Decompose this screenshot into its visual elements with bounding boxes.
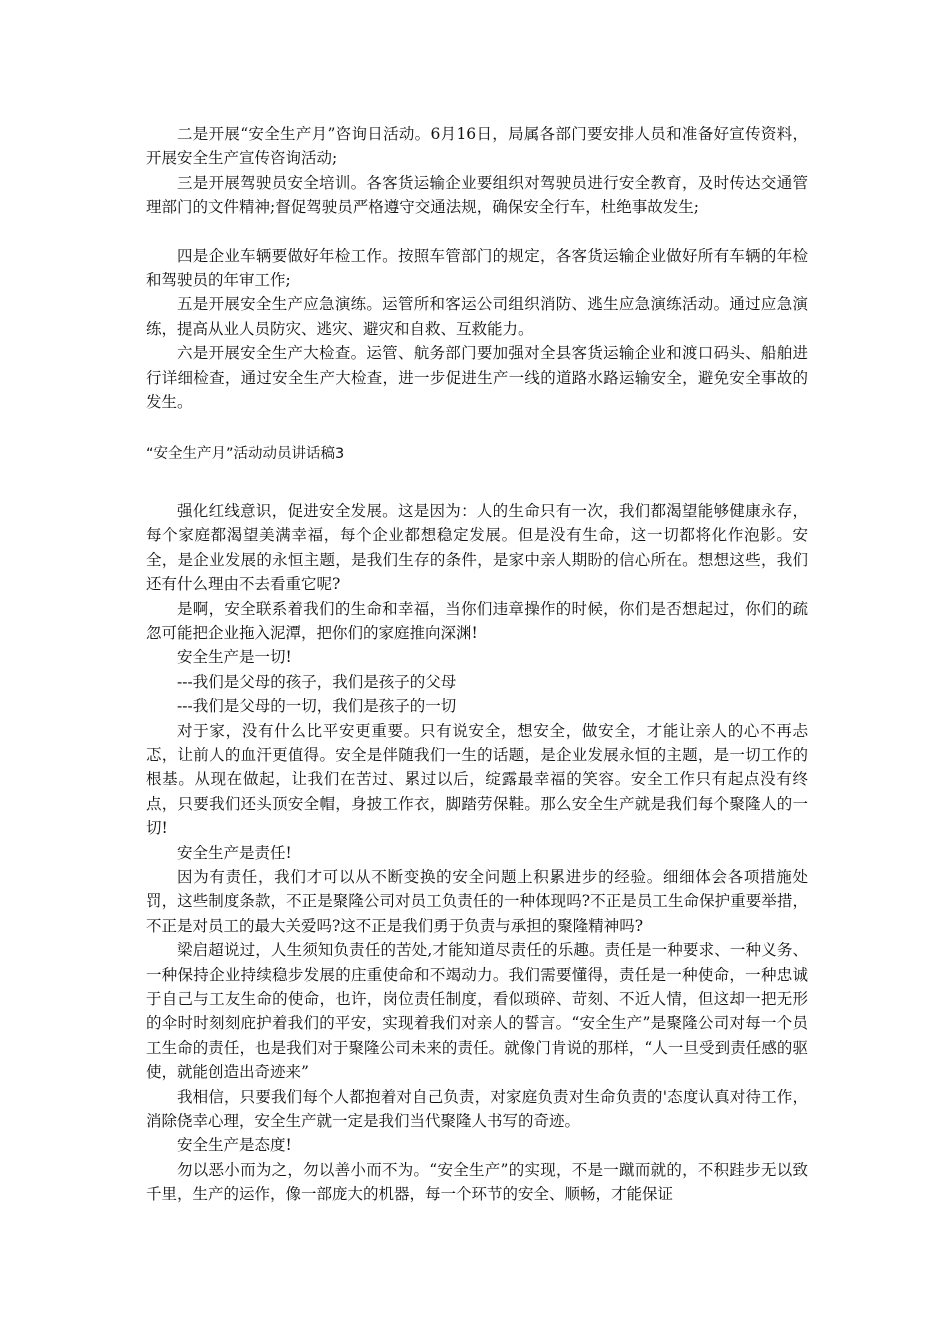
subheading-everything: 安全生产是一切!: [177, 648, 292, 667]
paragraph-item-6: 六是开展安全生产大检查。运管、航务部门要加强对全县客货运输企业和渡口码头、船舶进行详细检查，通过安全生产大检查，进一步促进生产一线的道路水路运输安全，避免安全事故的发生。: [146, 344, 808, 412]
subheading-attitude: 安全生产是态度!: [177, 1136, 292, 1155]
section-b: [146, 499, 808, 1207]
paragraph-item-4: 四是企业车辆要做好年检工作。按照车管部门的规定，各客货运输企业做好所有车辆的年检和驾驶员的年审工作;: [146, 246, 808, 290]
paragraph-item-2: 二是开展“安全生产月”咨询日活动。6月16日，局属各部门要安排人员和准备好宣传资料，开展安全生产宣传咨询活动;: [146, 125, 808, 168]
quote-line: ---我们是父母的孩子，我们是孩子的父母: [177, 672, 457, 691]
section-a: [146, 122, 808, 414]
paragraph-item-3: 三是开展驾驶员安全培训。各客货运输企业要组织对驾驶员进行安全教育，及时传达交通管理部门的文件精神;督促驾驶员严格遵守交通法规，确保安全行车，杜绝事故发生;: [146, 173, 808, 217]
subheading-responsibility: 安全生产是责任!: [177, 843, 292, 862]
paragraph-intro: 强化红线意识，促进安全发展。这是因为：人的生命只有一次，我们都渴望能够健康永存，每个家庭都渴望美满幸福，每个企业都想稳定发展。但是没有生命，这一切都将化作泡影。安全，是企业发展的永恒主题，是我们生存的条件，是家中亲人期盼的信心所在。想想这些，我们还有什么理由不去看重它呢?: [146, 501, 808, 594]
paragraph: 是啊，安全联系着我们的生命和幸福，当你们违章操作的时候，你们是否想起过，你们的疏忽可能把企业拖入泥潭，把你们的家庭推向深渊!: [146, 599, 808, 642]
paragraph: 勿以恶小而为之，勿以善小而不为。“安全生产”的实现，不是一蹴而就的，不积跬步无以致千里，生产的运作，像一部庞大的机器，每一个环节的安全、顺畅，才能保证: [146, 1160, 808, 1204]
document-page: [146, 122, 808, 1207]
section-heading: “安全生产月”活动动员讲话稿3: [146, 446, 345, 463]
paragraph-item-5: 五是开展安全生产应急演练。运管所和客运公司组织消防、逃生应急演练活动。通过应急演练，提高从业人员防灾、逃灾、避灾和自救、互救能力。: [146, 295, 808, 338]
paragraph: 对于家，没有什么比平安更重要。只有说安全，想安全，做安全，才能让亲人的心不再忐忑，让前人的血汗更值得。安全是伴随我们一生的话题，是企业发展永恒的主题，是一切工作的根基。从现在做起，让我们在苦过、累过以后，绽露最幸福的笑容。安全工作只有起点没有终点，只要我们还头顶安全帽，身披工作衣，脚踏劳保鞋。那么安全生产就是我们每个聚隆人的一切!: [146, 721, 808, 838]
paragraph: 因为有责任，我们才可以从不断变换的安全问题上积累进步的经验。细细体会各项措施处罚，这些制度条款，不正是聚隆公司对员工负责任的一种体现吗?不正是员工生命保护重要举措，不正是对员工的最大关爱吗?这不正是我们勇于负责与承担的聚隆精神吗?: [146, 867, 808, 935]
paragraph: 我相信，只要我们每个人都抱着对自己负责，对家庭负责对生命负责的'态度认真对待工作，消除侥幸心理，安全生产就一定是我们当代聚隆人书写的奇迹。: [146, 1087, 808, 1131]
quote-line: ---我们是父母的一切，我们是孩子的一切: [177, 697, 457, 716]
paragraph: 梁启超说过，人生须知负责任的苦处,才能知道尽责任的乐趣。责任是一种要求、一种义务、一种保持企业持续稳步发展的庄重使命和不竭动力。我们需要懂得，责任是一种使命，一种忠诚于自己与工友生命的使命，也许，岗位责任制度，看似琐碎、苛刻、不近人情，但这却一把无形的伞时时刻刻庇护着我们的平安，实现着我们对亲人的誓言。“安全生产”是聚隆公司对每一个员工生命的责任，也是我们对于聚隆公司未来的责任。就像门肯说的那样，“人一旦受到责任感的驱使，就能创造出奇迹来”: [146, 941, 808, 1082]
